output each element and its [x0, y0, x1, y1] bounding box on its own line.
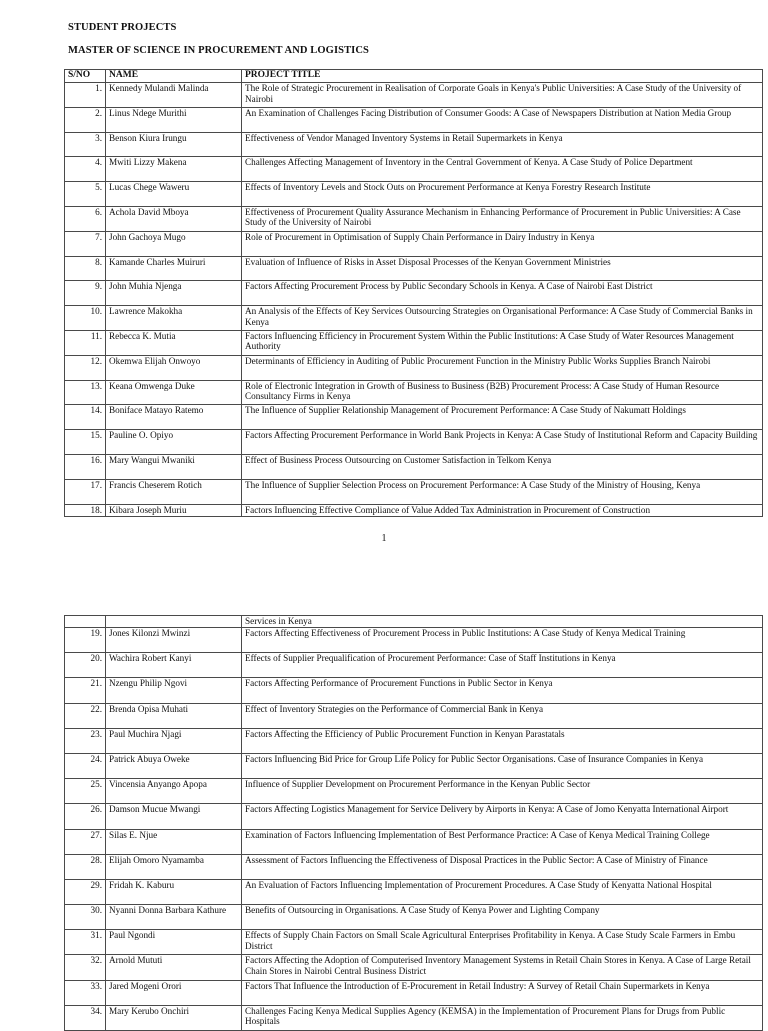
row-student-name: Brenda Opisa Muhati [106, 703, 242, 728]
row-student-name: Arnold Mututi [106, 955, 242, 980]
table-row [65, 132, 763, 157]
row-sno: 29. [65, 879, 106, 904]
row-sno: 34. [65, 1005, 106, 1030]
table-row [65, 804, 763, 829]
row-sno: 14. [65, 405, 106, 430]
table-row [65, 703, 763, 728]
row-student-name: Benson Kiura Irungu [106, 132, 242, 157]
row-student-name: Mary Kerubo Onchiri [106, 1005, 242, 1030]
row-project-title: An Evaluation of Factors Influencing Implementation of Procurement Procedures. A Case Study of Kenyatta National Hospital [242, 879, 763, 904]
table-row [65, 231, 763, 256]
table-row [65, 330, 763, 355]
row-student-name: Kibara Joseph Muriu [106, 504, 242, 516]
table-header-row [65, 70, 763, 83]
row-sno: 26. [65, 804, 106, 829]
row-project-title: Benefits of Outsourcing in Organisations. A Case Study of Kenya Power and Lighting Company [242, 905, 763, 930]
row-project-title: The Influence of Supplier Selection Process on Procurement Performance: A Case Study of the Ministry of Housing, Kenya [242, 479, 763, 504]
row-student-name: Paul Ngondi [106, 930, 242, 955]
row-sno: 1. [65, 83, 106, 108]
row-sno: 6. [65, 206, 106, 231]
row-project-title: Influence of Supplier Development on Procurement Performance in the Kenyan Public Sector [242, 779, 763, 804]
row-project-title: Factors That Influence the Introduction of E-Procurement in Retail Industry: A Survey of Retail Chain Supermarkets in Kenya [242, 980, 763, 1005]
row-student-name: Jared Mogeni Orori [106, 980, 242, 1005]
row-sno: 8. [65, 256, 106, 281]
table-row [65, 306, 763, 331]
table-row [65, 905, 763, 930]
row-student-name: Mary Wangui Mwaniki [106, 454, 242, 479]
row-student-name: Rebecca K. Mutia [106, 330, 242, 355]
table-row [65, 206, 763, 231]
row-sno: 17. [65, 479, 106, 504]
table-row [65, 83, 763, 108]
row-sno: 20. [65, 653, 106, 678]
row-sno: 3. [65, 132, 106, 157]
row-student-name: Nzengu Philip Ngovi [106, 678, 242, 703]
row-student-name: Linus Ndege Murithi [106, 107, 242, 132]
row-sno: 22. [65, 703, 106, 728]
table-row [65, 955, 763, 980]
projects-table-page-1 [64, 69, 763, 517]
row-student-name: John Gachoya Mugo [106, 231, 242, 256]
row-project-title: The Influence of Supplier Relationship Management of Procurement Performance: A Case Study of Nakumatt Holdings [242, 405, 763, 430]
row-sno: 33. [65, 980, 106, 1005]
row-student-name: Wachira Robert Kanyi [106, 653, 242, 678]
row-title-continuation: Services in Kenya [242, 616, 763, 628]
row-project-title: Determinants of Efficiency in Auditing of Public Procurement Function in the Ministry Public Works Supplies Branch Nairobi [242, 355, 763, 380]
row-project-title: Role of Electronic Integration in Growth of Business to Business (B2B) Procurement Process: A Case Study of Human Resource Consultancy Firms in Kenya [242, 380, 763, 405]
table-row [65, 479, 763, 504]
row-student-name: Silas E. Njue [106, 829, 242, 854]
page-number: 1 [381, 533, 387, 544]
row-student-name: John Muhia Njenga [106, 281, 242, 306]
row-project-title: Factors Affecting Performance of Procurement Functions in Public Sector in Kenya [242, 678, 763, 703]
row-sno: 19. [65, 628, 106, 653]
row-student-name: Kennedy Mulandi Malinda [106, 83, 242, 108]
row-student-name: Okemwa Elijah Onwoyo [106, 355, 242, 380]
row-student-name: Paul Muchira Njagi [106, 728, 242, 753]
row-sno: 7. [65, 231, 106, 256]
row-sno: 9. [65, 281, 106, 306]
table-row [65, 405, 763, 430]
row-sno: 23. [65, 728, 106, 753]
table-row [65, 430, 763, 455]
row-project-title: Effects of Supply Chain Factors on Small Scale Agricultural Enterprises Profitability in Kenya. A Case Study Scale Farmers in Embu District [242, 930, 763, 955]
table-row [65, 628, 763, 653]
table-row-continuation [65, 616, 763, 628]
row-project-title: Effects of Supplier Prequalification of Procurement Performance: Case of Staff Institutions in Kenya [242, 653, 763, 678]
row-sno: 21. [65, 678, 106, 703]
row-student-name: Jones Kilonzi Mwinzi [106, 628, 242, 653]
table-row [65, 779, 763, 804]
row-project-title: Factors Affecting the Efficiency of Public Procurement Function in Kenyan Parastatals [242, 728, 763, 753]
row-sno: 25. [65, 779, 106, 804]
row-student-name: Francis Cheserem Rotich [106, 479, 242, 504]
row-student-name: Pauline O. Opiyo [106, 430, 242, 455]
header-name: NAME [106, 70, 242, 83]
row-student-name: Keana Omwenga Duke [106, 380, 242, 405]
row-project-title: Effect of Business Process Outsourcing on Customer Satisfaction in Telkom Kenya [242, 454, 763, 479]
row-student-name: Vincensia Anyango Apopa [106, 779, 242, 804]
document-heading: STUDENT PROJECTS [68, 22, 177, 33]
row-sno: 12. [65, 355, 106, 380]
row-student-name: Mwiti Lizzy Makena [106, 157, 242, 182]
table-row [65, 829, 763, 854]
table-row [65, 107, 763, 132]
row-project-title: Effects of Inventory Levels and Stock Outs on Procurement Performance at Kenya Forestry Research Institute [242, 182, 763, 207]
row-sno: 13. [65, 380, 106, 405]
row-project-title: Challenges Affecting Management of Inventory in the Central Government of Kenya. A Case Study of Police Department [242, 157, 763, 182]
row-project-title: Challenges Facing Kenya Medical Supplies Agency (KEMSA) in the Implementation of Procurement Plans for Drugs from Public Hospitals [242, 1005, 763, 1030]
table-row [65, 854, 763, 879]
table-row [65, 355, 763, 380]
row-sno: 27. [65, 829, 106, 854]
row-project-title: Evaluation of Influence of Risks in Asset Disposal Processes of the Kenyan Government Ministries [242, 256, 763, 281]
row-project-title: Factors Influencing Bid Price for Group Life Policy for Public Sector Organisations. Case of Insurance Companies in Kenya [242, 753, 763, 778]
row-project-title: Effectiveness of Vendor Managed Inventory Systems in Retail Supermarkets in Kenya [242, 132, 763, 157]
table-row [65, 653, 763, 678]
row-student-name: Lucas Chege Waweru [106, 182, 242, 207]
row-sno: 24. [65, 753, 106, 778]
row-project-title: The Role of Strategic Procurement in Realisation of Corporate Goals in Kenya's Public Universities: A Case Study of the University of Nairobi [242, 83, 763, 108]
row-project-title: Factors Affecting Procurement Performance in World Bank Projects in Kenya: A Case Study of Institutional Reform and Capacity Building [242, 430, 763, 455]
row-student-name: Patrick Abuya Oweke [106, 753, 242, 778]
row-project-title: An Examination of Challenges Facing Distribution of Consumer Goods: A Case of Newspapers Distribution at Nation Media Group [242, 107, 763, 132]
row-project-title: Role of Procurement in Optimisation of Supply Chain Performance in Dairy Industry in Kenya [242, 231, 763, 256]
program-title: MASTER OF SCIENCE IN PROCUREMENT AND LOGISTICS [68, 45, 369, 56]
row-student-name: Fridah K. Kaburu [106, 879, 242, 904]
row-sno: 31. [65, 930, 106, 955]
row-sno: 18. [65, 504, 106, 516]
row-sno: 5. [65, 182, 106, 207]
row-student-name: Damson Mucue Mwangi [106, 804, 242, 829]
table-row [65, 678, 763, 703]
row-sno: 30. [65, 905, 106, 930]
table-row [65, 157, 763, 182]
table-row [65, 753, 763, 778]
row-project-title: Factors Influencing Effective Compliance of Value Added Tax Administration in Procurement of Construction [242, 504, 763, 516]
row-student-name: Elijah Omoro Nyamamba [106, 854, 242, 879]
row-project-title: Examination of Factors Influencing Implementation of Best Performance Practice: A Case of Kenya Medical Training College [242, 829, 763, 854]
row-student-name: Nyanni Donna Barbara Kathure [106, 905, 242, 930]
table-row [65, 980, 763, 1005]
table-row [65, 454, 763, 479]
table-row [65, 879, 763, 904]
row-sno: 10. [65, 306, 106, 331]
row-student-name: Kamande Charles Muiruri [106, 256, 242, 281]
table-row [65, 1005, 763, 1030]
row-sno-empty [65, 616, 106, 628]
header-project-title: PROJECT TITLE [242, 70, 763, 83]
row-project-title: Factors Influencing Efficiency in Procurement System Within the Public Institutions: A Case Study of Water Resources Management Authority [242, 330, 763, 355]
table-row [65, 380, 763, 405]
row-sno: 15. [65, 430, 106, 455]
row-student-name: Achola David Mboya [106, 206, 242, 231]
table-row [65, 281, 763, 306]
row-student-name: Lawrence Makokha [106, 306, 242, 331]
row-sno: 11. [65, 330, 106, 355]
row-student-name: Boniface Matayo Ratemo [106, 405, 242, 430]
table-row [65, 182, 763, 207]
row-project-title: Factors Affecting the Adoption of Computerised Inventory Management Systems in Retail Chain Stores in Kenya. A Case of Large Retail Chain Stores in Nairobi Central Business District [242, 955, 763, 980]
table-row [65, 504, 763, 516]
document-page-2 [0, 560, 768, 1027]
row-project-title: An Analysis of the Effects of Key Services Outsourcing Strategies on Organisational Performance: A Case Study of Commercial Banks in Kenya [242, 306, 763, 331]
row-project-title: Effect of Inventory Strategies on the Performance of Commercial Bank in Kenya [242, 703, 763, 728]
projects-table-page-2 [64, 615, 763, 1031]
row-project-title: Assessment of Factors Influencing the Effectiveness of Disposal Practices in the Public Sector: A Case of Ministry of Finance [242, 854, 763, 879]
row-sno: 16. [65, 454, 106, 479]
row-sno: 32. [65, 955, 106, 980]
table-row [65, 728, 763, 753]
row-name-empty [106, 616, 242, 628]
row-sno: 2. [65, 107, 106, 132]
row-sno: 28. [65, 854, 106, 879]
row-project-title: Effectiveness of Procurement Quality Assurance Mechanism in Enhancing Performance of Procurement in Public Universities: A Case Study of the University of Nairobi [242, 206, 763, 231]
row-project-title: Factors Affecting Procurement Process by Public Secondary Schools in Kenya. A Case of Nairobi East District [242, 281, 763, 306]
table-row [65, 930, 763, 955]
header-sno: S/NO [65, 70, 106, 83]
row-project-title: Factors Affecting Logistics Management for Service Delivery by Airports in Kenya: A Case of Jomo Kenyatta International Airport [242, 804, 763, 829]
table-row [65, 256, 763, 281]
row-project-title: Factors Affecting Effectiveness of Procurement Process in Public Institutions: A Case Study of Kenya Medical Training [242, 628, 763, 653]
row-sno: 4. [65, 157, 106, 182]
